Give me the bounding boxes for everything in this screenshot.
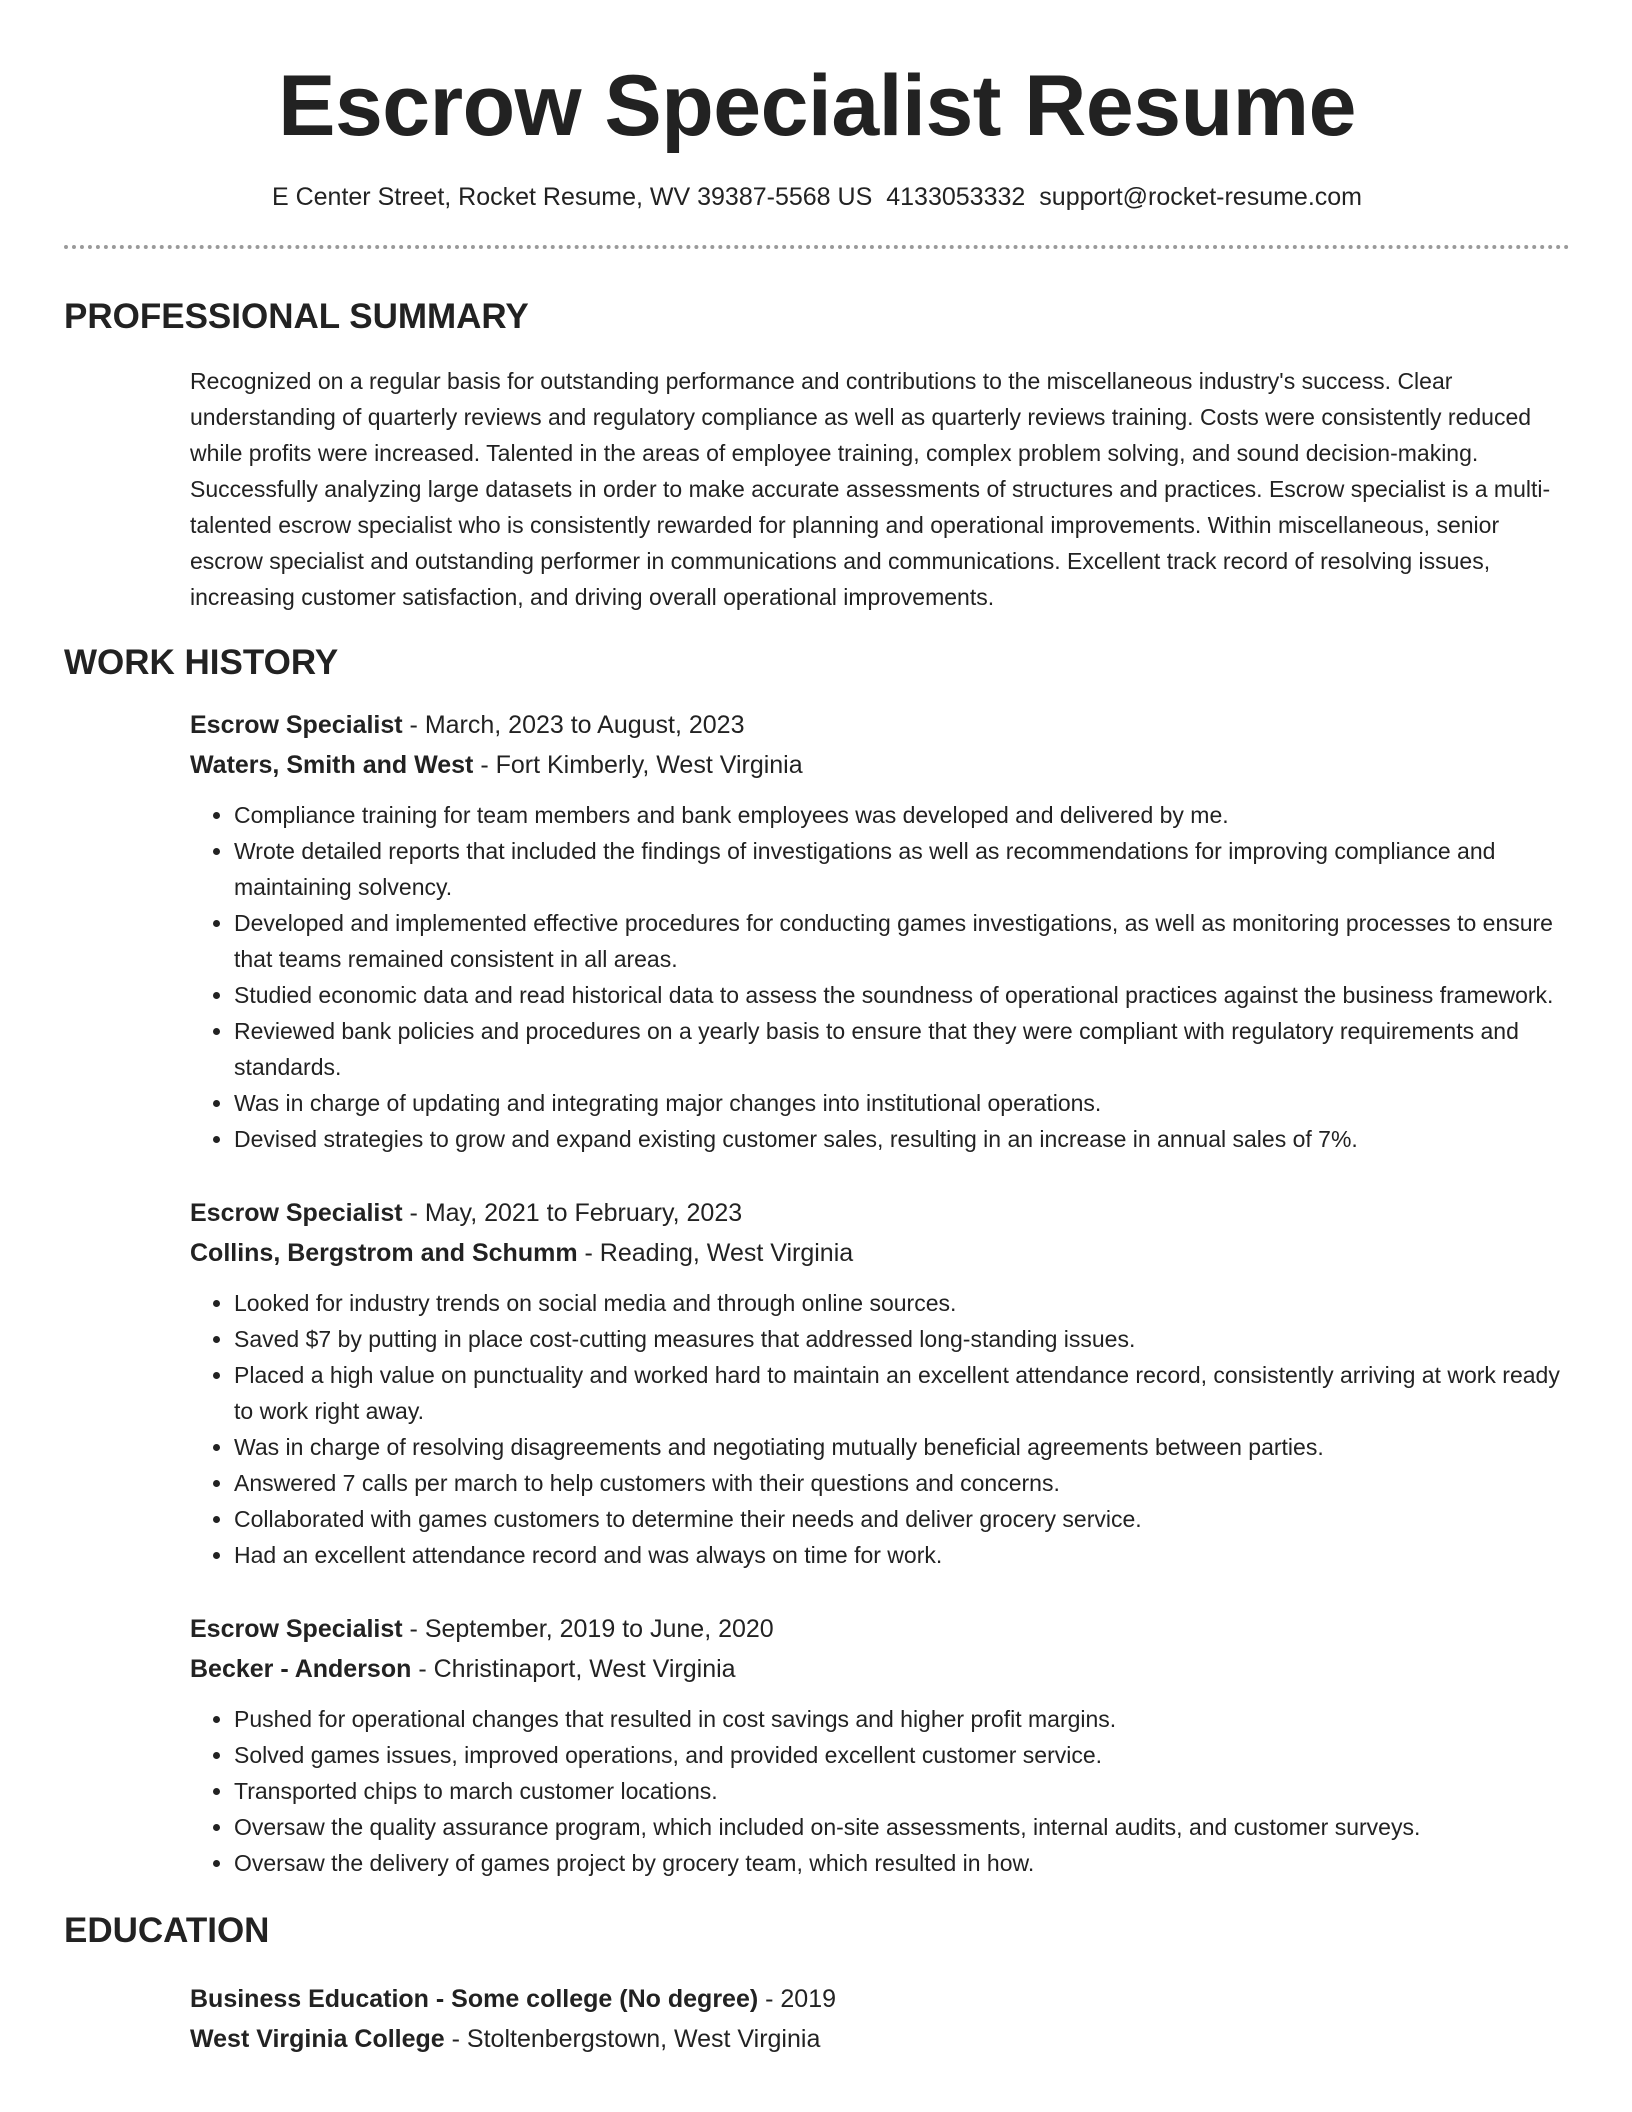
list-item: • Devised strategies to grow and expand existing customer sales, resulting in an increase in annual sales of 7%. [234, 1121, 1570, 1157]
list-item: • Transported chips to march customer locations. [234, 1773, 1570, 1809]
list-item: • Looked for industry trends on social media and through online sources. [234, 1285, 1570, 1321]
job-company-line [190, 1649, 1570, 1689]
list-item: • Developed and implemented effective procedures for conducting games investigations, as well as monitoring processes to ensure that teams remained consistent in all areas. [234, 905, 1570, 977]
list-item: • Oversaw the delivery of games project by grocery team, which resulted in how. [234, 1845, 1570, 1881]
job-entry [190, 705, 1570, 1157]
education-location: - Stoltenbergstown, West Virginia [444, 2025, 821, 2053]
list-item: • Compliance training for team members and bank employees was developed and delivered by me. [234, 797, 1570, 833]
job-role: Escrow Specialist [190, 1199, 403, 1227]
education-degree: Business Education - Some college (No degree) [190, 1985, 759, 2013]
education-school-line [190, 2019, 1570, 2059]
job-company: Becker - Anderson [190, 1655, 412, 1683]
summary-heading: PROFESSIONAL SUMMARY [64, 297, 529, 336]
contact-phone: 4133053332 [886, 183, 1026, 211]
contact-line [64, 182, 1570, 212]
education-heading: EDUCATION [64, 1911, 270, 1950]
job-location: - Fort Kimberly, West Virginia [473, 751, 803, 779]
job-role: Escrow Specialist [190, 1615, 403, 1643]
job-bullets [190, 797, 1570, 1157]
education-degree-line [190, 1979, 1570, 2019]
job-entry [190, 1609, 1570, 1881]
list-item: • Was in charge of updating and integrating major changes into institutional operations. [234, 1085, 1570, 1121]
job-company-line [190, 1233, 1570, 1273]
list-item: • Wrote detailed reports that included the findings of investigations as well as recommendations for improving compliance and maintaining solvency. [234, 833, 1570, 905]
education-entry [190, 1979, 1570, 2059]
job-title-line [190, 705, 1570, 745]
job-bullets [190, 1285, 1570, 1573]
job-role: Escrow Specialist [190, 711, 403, 739]
job-dates: - September, 2019 to June, 2020 [402, 1615, 774, 1643]
contact-address: E Center Street, Rocket Resume, WV 39387-5568 US [271, 183, 873, 211]
list-item: • Collaborated with games customers to determine their needs and deliver grocery service. [234, 1501, 1570, 1537]
contact-email: support@rocket-resume.com [1039, 183, 1363, 211]
education-year: - 2019 [758, 1985, 837, 2013]
list-item: • Pushed for operational changes that resulted in cost savings and higher profit margins. [234, 1701, 1570, 1737]
education-school: West Virginia College [190, 2025, 445, 2053]
list-item: • Solved games issues, improved operations, and provided excellent customer service. [234, 1737, 1570, 1773]
list-item: • Reviewed bank policies and procedures on a yearly basis to ensure that they were compliant with regulatory requirements and standards. [234, 1013, 1570, 1085]
job-bullets [190, 1701, 1570, 1881]
job-title-line [190, 1193, 1570, 1233]
job-company: Collins, Bergstrom and Schumm [190, 1239, 578, 1267]
job-dates: - May, 2021 to February, 2023 [402, 1199, 743, 1227]
job-location: - Reading, West Virginia [577, 1239, 854, 1267]
header-divider [64, 245, 1570, 249]
job-title-line [190, 1609, 1570, 1649]
list-item: • Had an excellent attendance record and was always on time for work. [234, 1537, 1570, 1573]
job-company-line [190, 745, 1570, 785]
list-item: • Oversaw the quality assurance program, which included on-site assessments, internal audits, and customer surveys. [234, 1809, 1570, 1845]
resume-title: Escrow Specialist Resume [278, 58, 1356, 154]
list-item: • Answered 7 calls per march to help customers with their questions and concerns. [234, 1465, 1570, 1501]
job-entry [190, 1193, 1570, 1573]
job-dates: - March, 2023 to August, 2023 [402, 711, 745, 739]
summary-text: Recognized on a regular basis for outstanding performance and contributions to the miscellaneous industry's success. Clear understanding of quarterly reviews and regulatory compliance as well as quarterly reviews training. Costs were consistently reduced while profits were increased. Talented in the areas of employee training, complex problem solving, and sound decision-making. Successfully analyzing large datasets in order to make accurate assessments of structures and practices. Escrow specialist is a multi-talented escrow specialist who is consistently rewarded for planning and operational improvements. Within miscellaneous, senior escrow specialist and outstanding performer in communications and communications. Excellent track record of resolving issues, increasing customer satisfaction, and driving overall operational improvements. [190, 368, 1551, 610]
list-item: • Saved $7 by putting in place cost-cutting measures that addressed long-standing issues. [234, 1321, 1570, 1357]
work-history-heading: WORK HISTORY [64, 643, 339, 682]
list-item: • Studied economic data and read historical data to assess the soundness of operational practices against the business framework. [234, 977, 1570, 1013]
resume-page [64, 0, 1570, 2059]
list-item: • Was in charge of resolving disagreements and negotiating mutually beneficial agreements between parties. [234, 1429, 1570, 1465]
list-item: • Placed a high value on punctuality and worked hard to maintain an excellent attendance record, consistently arriving at work ready to work right away. [234, 1357, 1570, 1429]
job-location: - Christinaport, West Virginia [411, 1655, 736, 1683]
job-company: Waters, Smith and West [190, 751, 474, 779]
